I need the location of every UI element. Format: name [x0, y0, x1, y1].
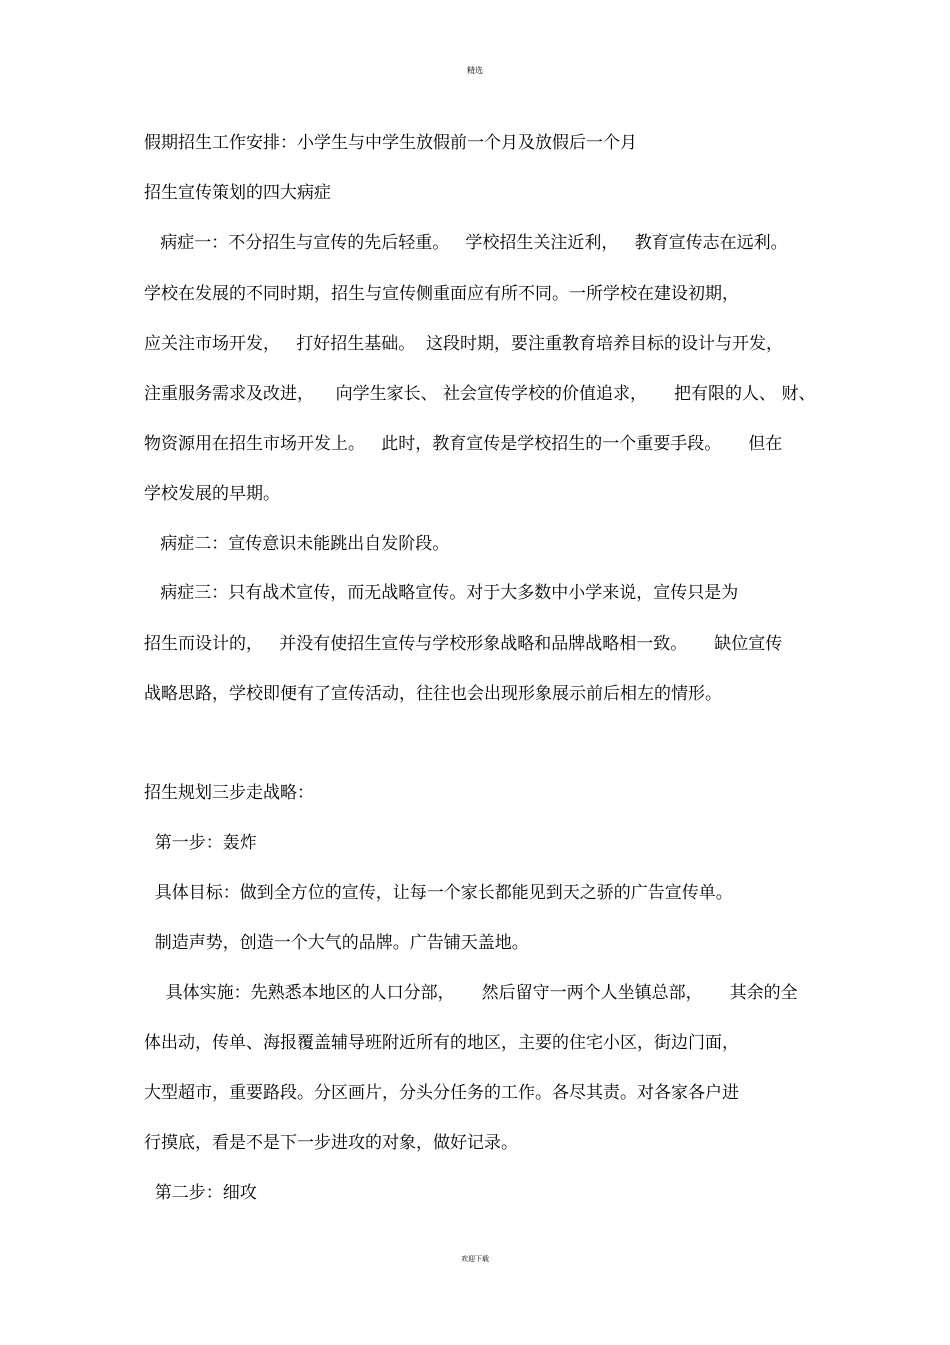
paragraph-line: 具体实施：先熟悉本地区的人口分部， 然后留守一两个人坐镇总部， 其余的全 [144, 983, 798, 1003]
paragraph-line: 病症三：只有战术宣传，而无战略宣传。对于大多数中小学来说，宣传只是为 [144, 583, 739, 603]
paragraph-line: 应关注市场开发， 打好招生基础。 这段时期，要注重教育培养目标的设计与开发， [144, 334, 784, 354]
paragraph-line: 招生宣传策划的四大病症 [144, 183, 331, 203]
page-footer: 欢迎下载 [461, 1255, 489, 1263]
paragraph-line: 病症一：不分招生与宣传的先后轻重。 学校招生关注近利， 教育宣传志在远利。 [144, 233, 788, 253]
paragraph-line: 具体目标：做到全方位的宣传，让每一个家长都能见到天之骄的广告宣传单。 [144, 883, 733, 903]
paragraph-line: 物资源用在招生市场开发上。 此时，教育宣传是学校招生的一个重要手段。 但在 [144, 434, 783, 454]
paragraph-line: 病症二：宣传意识未能跳出自发阶段。 [144, 534, 450, 554]
paragraph-line: 招生规划三步走战略： [144, 783, 314, 803]
paragraph-line: 体出动，传单、海报覆盖辅导班附近所有的地区，主要的住宅小区，街边门面， [144, 1033, 739, 1053]
page-header: 精选 [467, 66, 483, 75]
paragraph-line: 第二步：细攻 [144, 1183, 257, 1203]
paragraph-line: 制造声势，创造一个大气的品牌。广告铺天盖地。 [144, 933, 529, 953]
paragraph-line: 学校发展的早期。 [144, 484, 280, 504]
paragraph-line: 第一步：轰炸 [144, 833, 257, 853]
paragraph-line: 学校在发展的不同时期，招生与宣传侧重面应有所不同。一所学校在建设初期， [144, 284, 739, 304]
paragraph-line: 行摸底，看是不是下一步进攻的对象，做好记录。 [144, 1133, 518, 1153]
paragraph-line: 大型超市，重要路段。分区画片，分头分任务的工作。各尽其责。对各家各户进 [144, 1083, 739, 1103]
paragraph-line: 注重服务需求及改进， 向学生家长、 社会宣传学校的价值追求， 把有限的人、 财、 [144, 384, 816, 404]
paragraph-line: 招生而设计的， 并没有使招生宣传与学校形象战略和品牌战略相一致。 缺位宣传 [144, 634, 783, 654]
paragraph-line: 战略思路，学校即便有了宣传活动，往往也会出现形象展示前后相左的情形。 [144, 684, 722, 704]
paragraph-line: 假期招生工作安排：小学生与中学生放假前一个月及放假后一个月 [144, 133, 637, 153]
